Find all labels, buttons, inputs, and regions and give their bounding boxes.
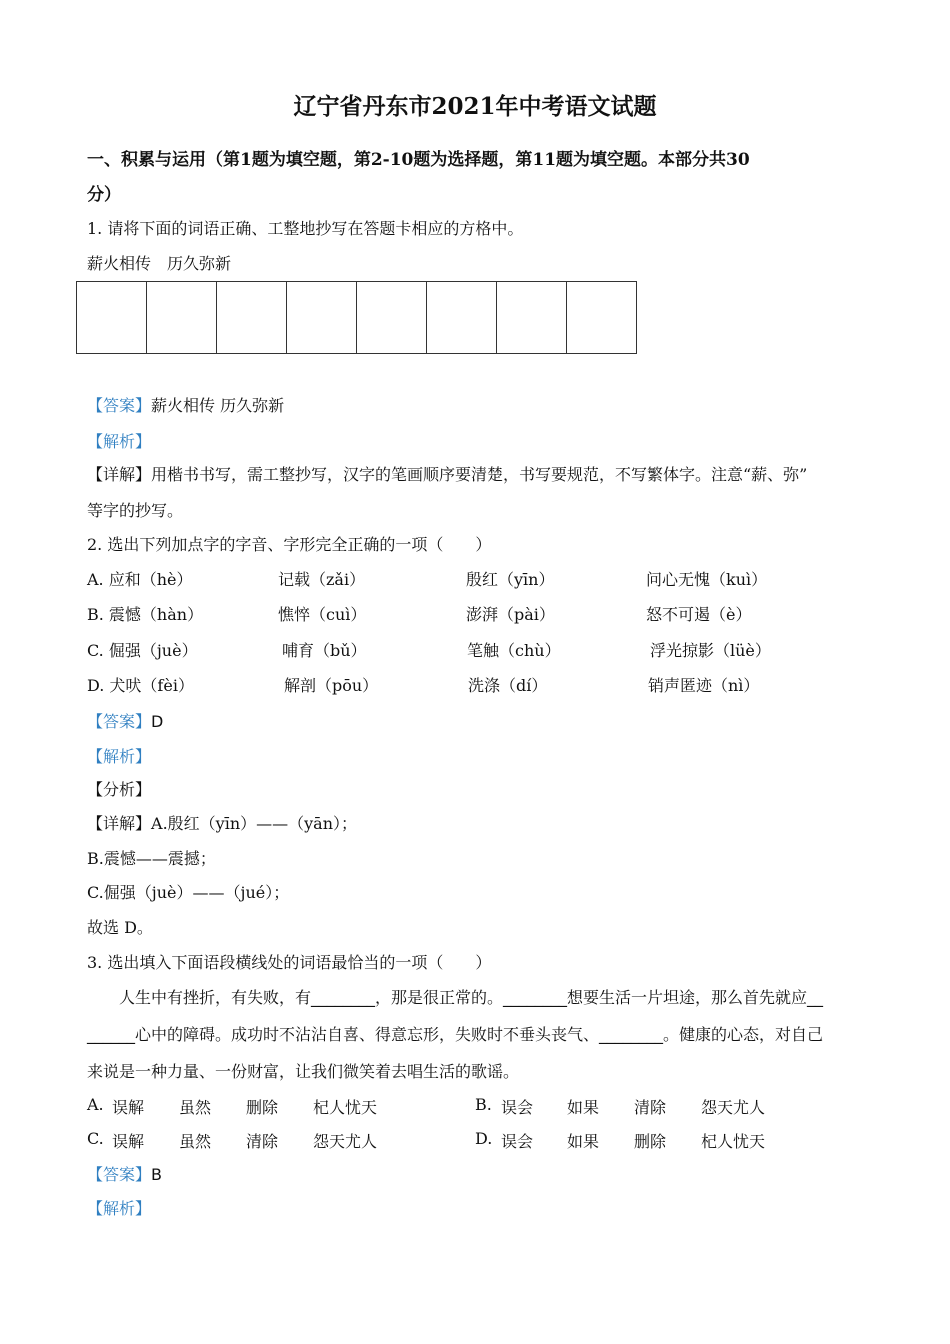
grid-cell bbox=[496, 281, 567, 354]
q3-option-a-3: 删除 bbox=[246, 1098, 279, 1117]
page-title: 辽宁省丹东市2021年中考语文试题 bbox=[293, 93, 657, 120]
q2-option-a: A. 应和（hè） bbox=[87, 570, 193, 589]
q3-option-d-2: 如果 bbox=[567, 1132, 600, 1151]
q3-option-b-1: 误会 bbox=[501, 1098, 534, 1117]
grid-cell bbox=[356, 281, 427, 354]
q2-option-a-4: 问心无愧（kuì） bbox=[646, 570, 768, 589]
q2-option-c-3: 笔触（chù） bbox=[467, 641, 561, 660]
q3-option-b-letter: B. bbox=[475, 1095, 492, 1114]
q3-option-c-4: 怨天尤人 bbox=[313, 1132, 378, 1151]
grid-cell bbox=[566, 281, 637, 354]
answer-tag: 【答案】 bbox=[87, 1165, 152, 1184]
q3-option-c-3: 清除 bbox=[246, 1132, 279, 1151]
grid-cell bbox=[286, 281, 357, 354]
q1-answer bbox=[87, 393, 284, 416]
q2-option-b-3: 澎湃（pài） bbox=[466, 605, 555, 624]
q3-option-b-2: 如果 bbox=[567, 1098, 600, 1117]
q2-option-a-3: 殷红（yīn） bbox=[466, 570, 555, 589]
answer-tag: 【答案】 bbox=[87, 712, 152, 731]
q2-option-d-4: 销声匿迹（nì） bbox=[648, 676, 760, 695]
q3-option-d-letter: D. bbox=[475, 1129, 493, 1148]
q2-option-d-3: 洗涤（dí） bbox=[468, 676, 548, 695]
q2-option-a-2: 记载（zǎi） bbox=[278, 570, 366, 589]
q3-option-a-1: 误解 bbox=[112, 1098, 145, 1117]
q2-option-b-4: 怒不可遏（è） bbox=[646, 605, 752, 624]
q2-detail-conclusion: 故选 D。 bbox=[87, 918, 153, 937]
q2-detail-b: B.震憾——震撼； bbox=[87, 849, 216, 868]
grid-cell bbox=[426, 281, 497, 354]
q3-stem: 3. 选出填入下面语段横线处的词语最恰当的一项（ ） bbox=[87, 953, 492, 972]
q2-analysis-tag: 【解析】 bbox=[87, 747, 152, 766]
detail-tag: 【详解】 bbox=[87, 814, 152, 833]
q1-detail-cont: 等字的抄写。 bbox=[87, 501, 184, 520]
q2-option-d: D. 犬吠（fèi） bbox=[87, 676, 194, 695]
q2-option-c-2: 哺育（bǔ） bbox=[282, 641, 367, 660]
q3-option-a-4: 杞人忧天 bbox=[313, 1098, 378, 1117]
q3-analysis-tag: 【解析】 bbox=[87, 1199, 152, 1218]
answer-text: D bbox=[151, 712, 164, 731]
q2-answer bbox=[87, 709, 163, 732]
grid-cell bbox=[146, 281, 217, 354]
q2-option-c: C. 倔强（juè） bbox=[87, 641, 198, 660]
q3-passage-line1: 人生中有挫折，有失败，有________，那是很正常的。________想要生活一片坦途，那么首先就应__ bbox=[119, 988, 824, 1007]
q3-option-b-4: 怨天尤人 bbox=[701, 1098, 766, 1117]
q3-option-d-4: 杞人忧天 bbox=[701, 1132, 766, 1151]
q3-option-a-2: 虽然 bbox=[179, 1098, 212, 1117]
writing-grid bbox=[76, 281, 637, 354]
q2-detail bbox=[87, 811, 357, 834]
section-heading-cont: 分） bbox=[87, 185, 121, 205]
grid-cell bbox=[76, 281, 147, 354]
detail-text: A.殷红（yīn）——（yān）； bbox=[151, 814, 358, 833]
q3-option-a-letter: A. bbox=[87, 1095, 104, 1114]
q3-option-c-1: 误解 bbox=[112, 1132, 145, 1151]
q2-option-b-2: 憔悴（cuì） bbox=[278, 605, 367, 624]
q3-passage-line3: 来说是一种力量、一份财富，让我们微笑着去唱生活的歌谣。 bbox=[87, 1062, 520, 1081]
q2-option-c-4: 浮光掠影（lüè） bbox=[650, 641, 771, 660]
answer-tag: 【答案】 bbox=[87, 396, 152, 415]
q1-detail: 【详解】用楷书书写，需工整抄写，汉字的笔画顺序要清楚，书写要规范，不写繁体字。注意“薪、弥” bbox=[87, 465, 808, 484]
q3-option-c-2: 虽然 bbox=[179, 1132, 212, 1151]
q3-option-d-3: 删除 bbox=[634, 1132, 667, 1151]
answer-text: 薪火相传 历久弥新 bbox=[151, 396, 285, 415]
q2-stem: 2. 选出下列加点字的字音、字形完全正确的一项（ ） bbox=[87, 535, 492, 554]
q3-option-c-letter: C. bbox=[87, 1129, 104, 1148]
q2-option-d-2: 解剖（pōu） bbox=[284, 676, 379, 695]
q2-option-b: B. 震憾（hàn） bbox=[87, 605, 204, 624]
q3-option-b-3: 清除 bbox=[634, 1098, 667, 1117]
answer-text: B bbox=[151, 1165, 162, 1184]
q3-passage-line2: ______心中的障碍。成功时不沾沾自喜、得意忘形，失败时不垂头丧气、________。健康的心态，对自己 bbox=[87, 1025, 824, 1044]
section-heading: 一、积累与运用（第1题为填空题，第2-10题为选择题，第11题为填空题。本部分共30 bbox=[87, 150, 750, 170]
q2-fenxi-tag: 【分析】 bbox=[87, 780, 152, 799]
q1-words: 薪火相传 历久弥新 bbox=[87, 254, 232, 273]
q1-stem: 1. 请将下面的词语正确、工整地抄写在答题卡相应的方格中。 bbox=[87, 219, 524, 238]
q1-analysis-tag: 【解析】 bbox=[87, 432, 152, 451]
q2-detail-c: C.倔强（juè）——（jué）； bbox=[87, 883, 290, 902]
q3-option-d-1: 误会 bbox=[501, 1132, 534, 1151]
grid-cell bbox=[216, 281, 287, 354]
q3-answer bbox=[87, 1162, 162, 1185]
